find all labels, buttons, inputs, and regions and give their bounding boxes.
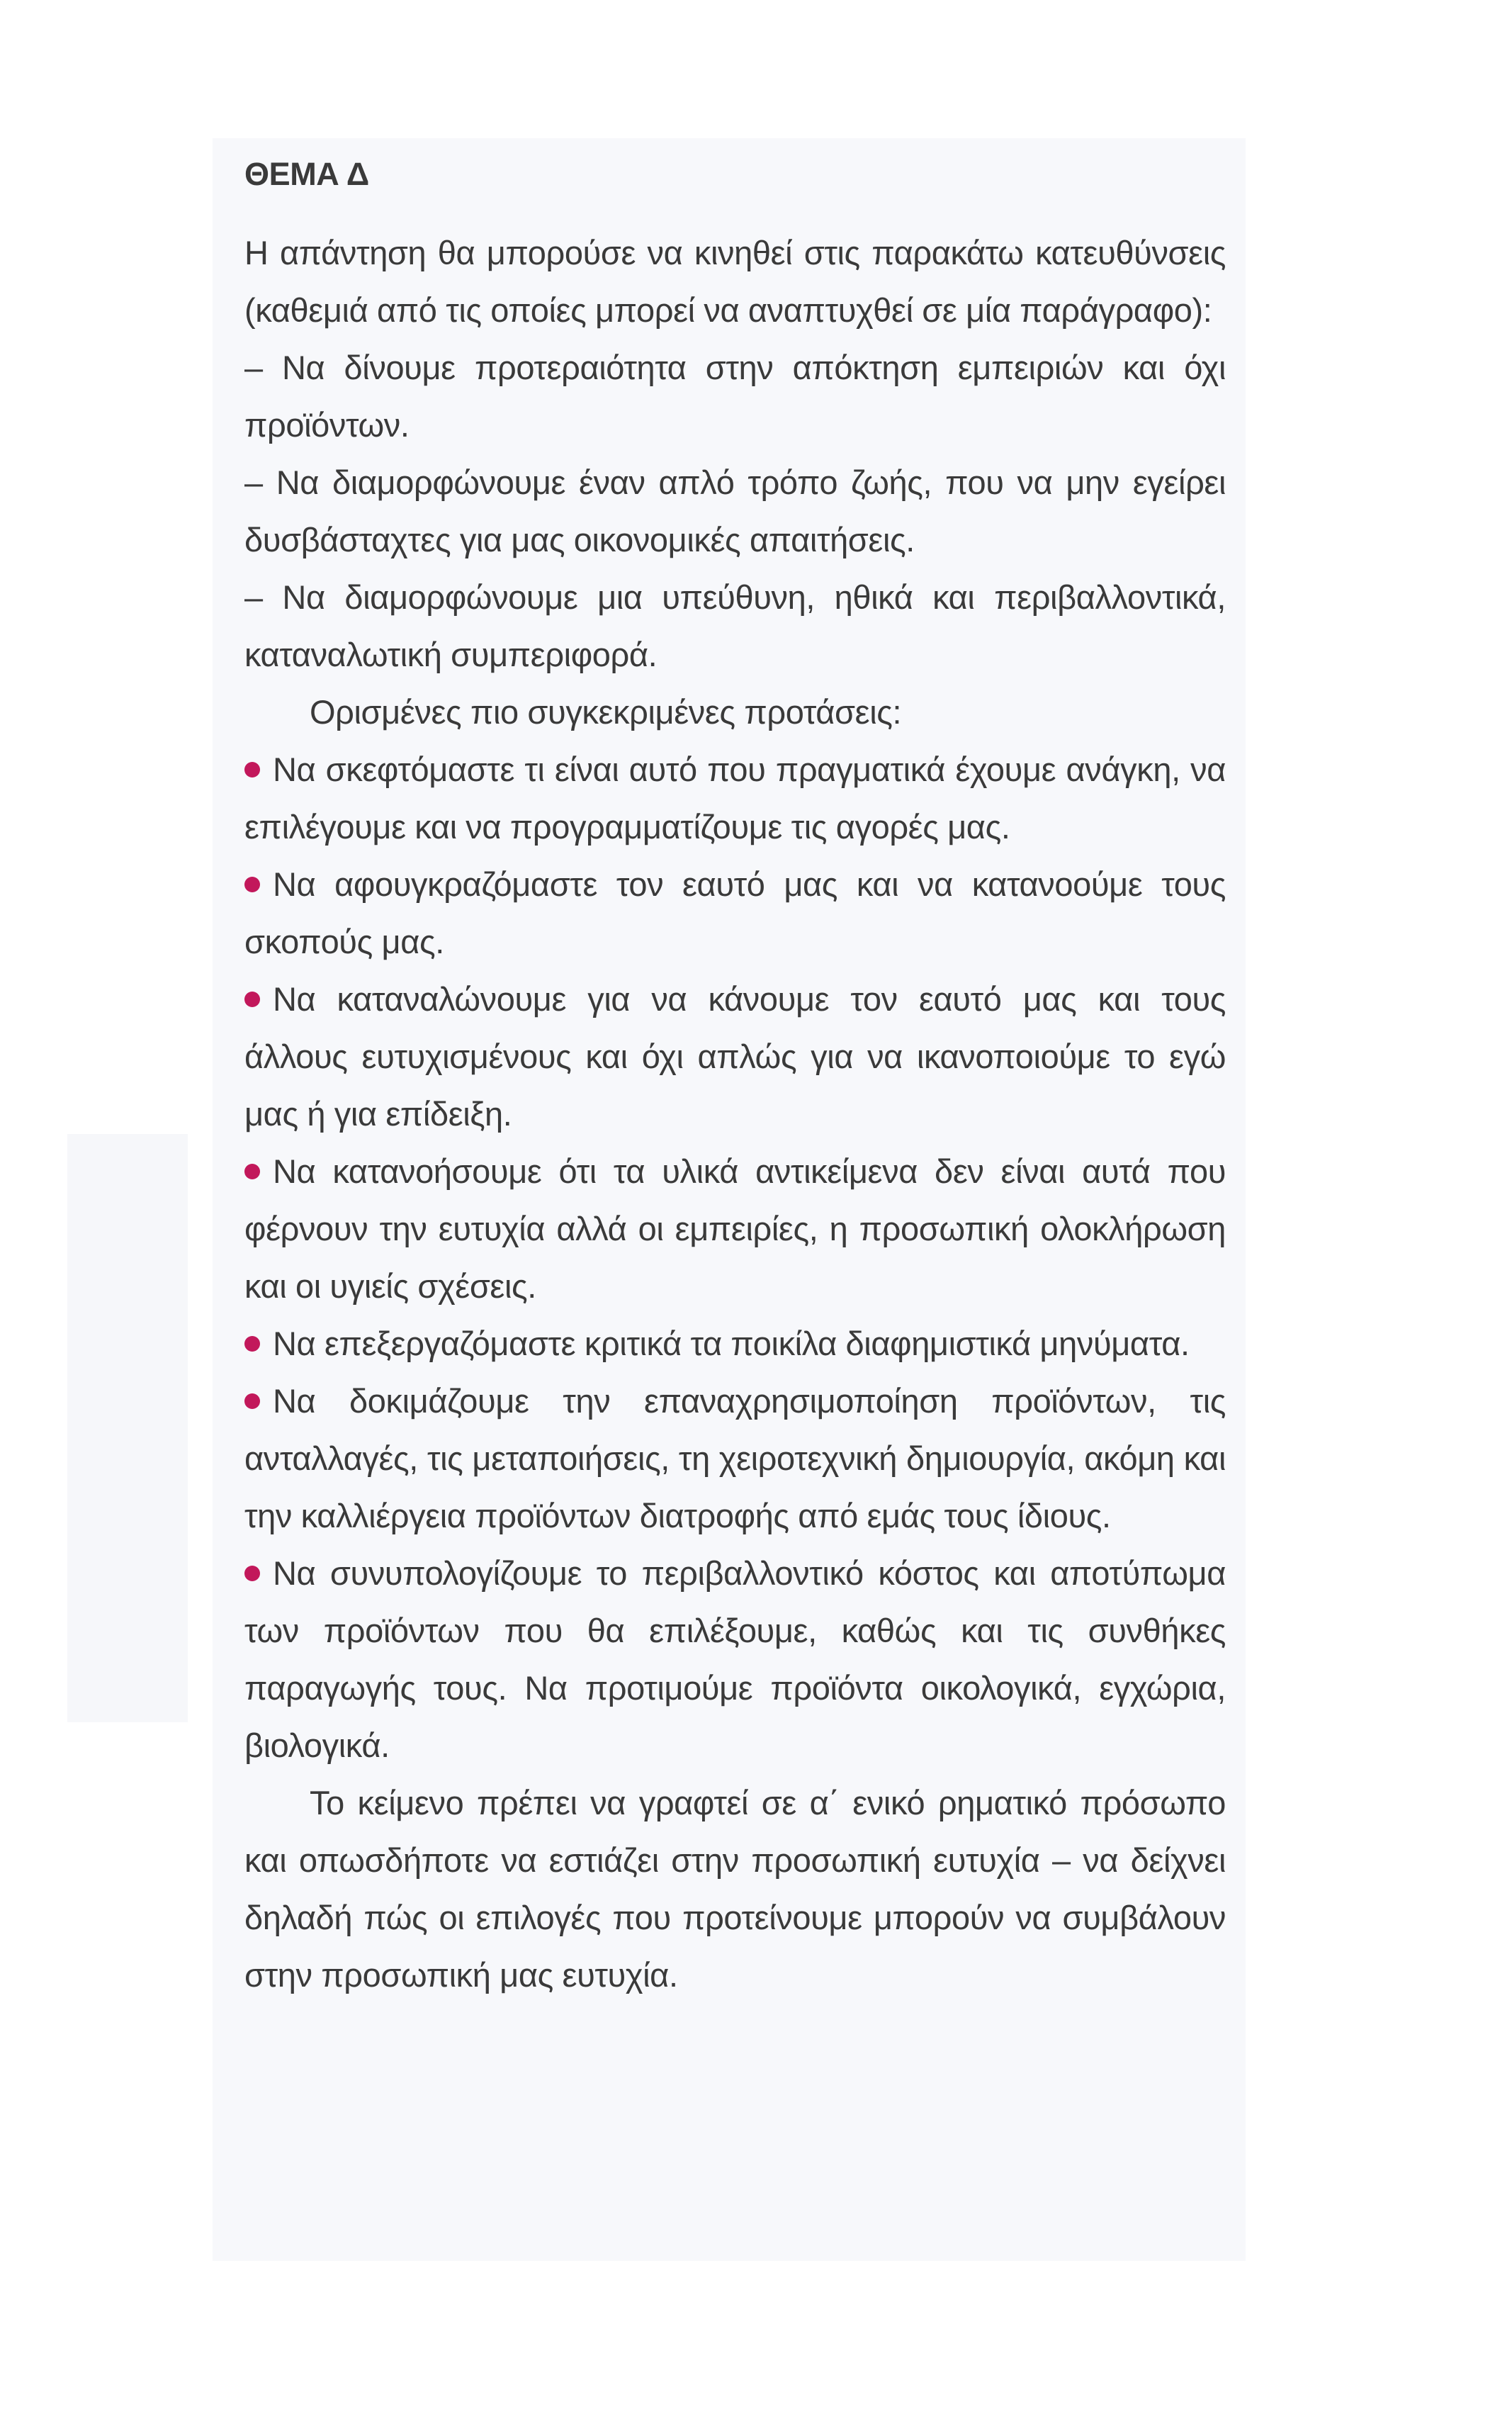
bullet-dot-icon (244, 877, 260, 892)
bullet-text: Να καταναλώνουμε για να κάνουμε τον εαυτό μας και τους άλλους ευτυχισμένους και όχι απλώς για να ικανοποιούμε το εγώ μας ή για επίδειξη. (244, 980, 1226, 1133)
bullet-item (244, 1143, 1226, 1315)
bullet-text: Να επεξεργαζόμαστε κριτικά τα ποικίλα διαφημιστικά μηνύματα. (273, 1325, 1190, 1362)
margin-shade (67, 1134, 188, 1722)
bullet-text: Να δοκιμάζουμε την επαναχρησιμοποίηση προϊόντων, τις ανταλλαγές, τις μεταποιήσεις, τη χειροτεχνική δημιουργία, ακόμη και την καλλιέργεια προϊόντων διατροφής από εμάς τους ίδιους. (244, 1382, 1226, 1534)
bullet-item (244, 1372, 1226, 1544)
direction-item: – Να δίνουμε προτεραιότητα στην απόκτηση εμπειριών και όχι προϊόντων. (244, 349, 1226, 444)
bullet-item (244, 970, 1226, 1143)
section-heading: ΘΕΜΑ Δ (244, 156, 369, 192)
direction-item: – Να διαμορφώνουμε έναν απλό τρόπο ζωής, που να μην εγείρει δυσβάσταχτες για μας οικονομικές απαιτήσεις. (244, 464, 1226, 558)
bullet-item (244, 855, 1226, 970)
bullet-dot-icon (244, 992, 260, 1007)
bullet-dot-icon (244, 762, 260, 777)
bullet-item (244, 741, 1226, 855)
intro-paragraph: Η απάντηση θα μπορούσε να κινηθεί στις παρακάτω κατευθύνσεις (καθεμιά από τις οποίες μπορεί να αναπτυχθεί σε μία παράγραφο): (244, 234, 1226, 329)
document-body (244, 145, 1226, 2004)
bullet-text: Να σκεφτόμαστε τι είναι αυτό που πραγματικά έχουμε ανάγκη, να επιλέγουμε και να προγραμματίζουμε τις αγορές μας. (244, 751, 1226, 846)
proposals-intro: Ορισμένες πιο συγκεκριμένες προτάσεις: (310, 693, 902, 731)
bullet-dot-icon (244, 1164, 260, 1179)
bullet-item (244, 1544, 1226, 1774)
bullet-text: Να κατανοήσουμε ότι τα υλικά αντικείμενα δεν είναι αυτά που φέρνουν την ευτυχία αλλά οι εμπειρίες, η προσωπική ολοκλήρωση και οι υγιείς σχέσεις. (244, 1152, 1226, 1305)
bullet-text: Να συνυπολογίζουμε το περιβαλλοντικό κόστος και αποτύπωμα των προϊόντων που θα επιλέξουμε, καθώς και τις συνθήκες παραγωγής τους. Να προτιμούμε προϊόντα οικολογικά, εγχώρια, βιολογικά. (244, 1554, 1226, 1764)
bullet-item (244, 1315, 1226, 1372)
closing-paragraph: Το κείμενο πρέπει να γραφτεί σε α΄ ενικό ρηματικό πρόσωπο και οπωσδήποτε να εστιάζει στην προσωπική ευτυχία – να δείχνει δηλαδή πώς οι επιλογές που προτείνουμε μπορούν να συμβάλουν στην προσωπική μας ευτυχία. (244, 1784, 1226, 1994)
direction-item: – Να διαμορφώνουμε μια υπεύθυνη, ηθικά και περιβαλλοντικά, καταναλωτική συμπεριφορά. (244, 578, 1226, 673)
bullet-dot-icon (244, 1566, 260, 1581)
bullet-text: Να αφουγκραζόμαστε τον εαυτό μας και να κατανοούμε τους σκοπούς μας. (244, 865, 1226, 960)
bullet-dot-icon (244, 1336, 260, 1352)
bullet-dot-icon (244, 1393, 260, 1409)
